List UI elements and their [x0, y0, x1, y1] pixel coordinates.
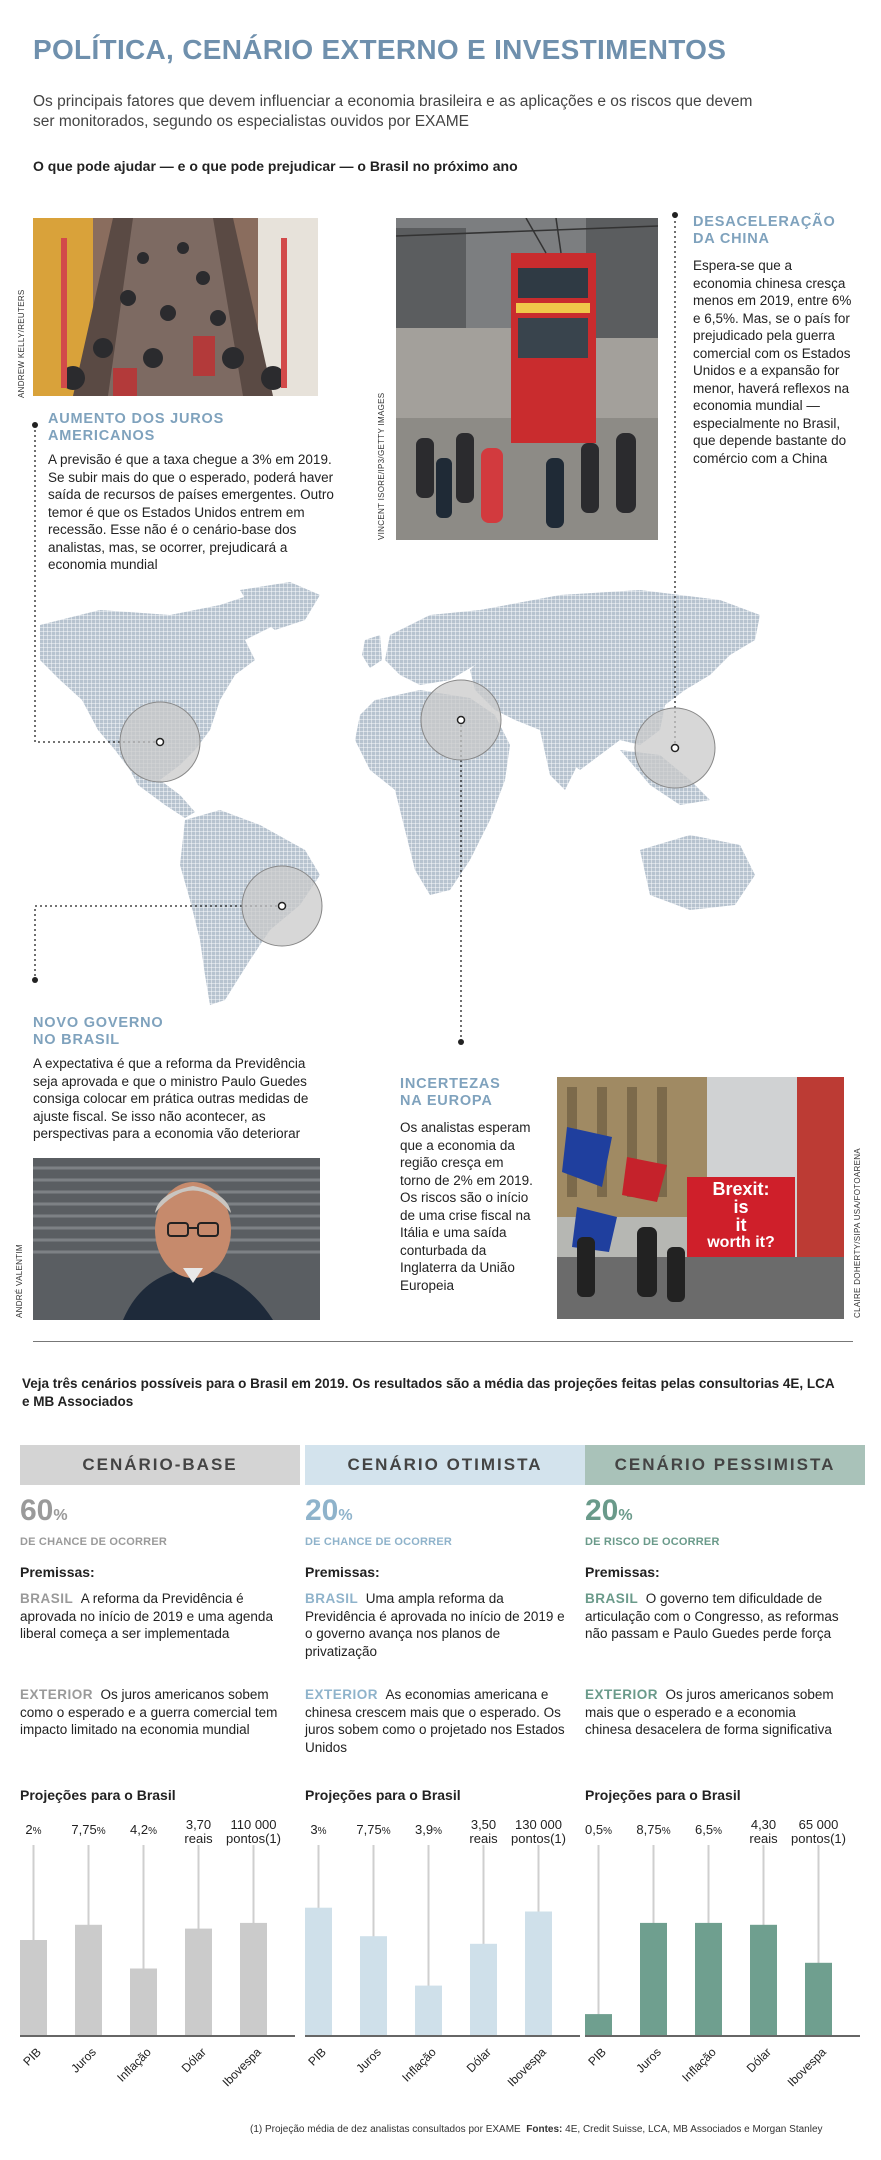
factor-text: A expectativa é que a reforma da Previdência seja aprovada e que o ministro Paulo Guedes consiga colocar em prática outras medidas de ajuste fiscal. Se isso não acontecer, as perspectivas para a economia vão deteriorar [33, 1056, 309, 1141]
bar-value-label: 3,9% [415, 1822, 442, 1837]
x-axis-label: Juros [352, 2045, 384, 2076]
footnote: (1) Projeção média de dez analistas consultados por EXAME Fontes: 4E, Credit Suisse, LCA, MB Associados e Morgan Stanley [250, 2124, 823, 2135]
x-axis-label: PIB [19, 2045, 44, 2069]
scenario-chance-label: DE RISCO DE OCORRER [585, 1536, 720, 1548]
bar-juros [640, 1923, 667, 2035]
bar-value-label: 0,5% [585, 1822, 612, 1837]
premise-brasil: BRASIL A reforma da Previdência é aprovada no início de 2019 e uma agenda liberal começa a ser implementada [20, 1591, 273, 1641]
x-axis-label: Inflação [678, 2045, 719, 2085]
bar-ibovespa [240, 1923, 267, 2035]
bar-pib [305, 1908, 332, 2035]
x-axis-label: Inflação [398, 2045, 439, 2085]
premise-exterior: EXTERIOR Os juros americanos sobem mais que o esperado e a economia chinesa desacelera de forma significativa [585, 1687, 834, 1737]
projections-title: Projeções para o Brasil [585, 1787, 741, 1803]
projections-title: Projeções para o Brasil [20, 1787, 176, 1803]
bar-value-label: 7,75% [356, 1822, 391, 1837]
bar-value-label: 65 000 pontos(1) [791, 1817, 846, 1846]
photo-tram [396, 218, 658, 540]
factor-text: Espera-se que a economia chinesa cresça menos em 2019, entre 6% e 6,5%. Mas, se o país for prejudicado pela guerra comercial com os Estados Unidos e a expansão for menor, haverá reflexos na economia mundial — especialmente no Brasil, que depende bastante do comércio com a China [693, 258, 852, 466]
photo-credit: VINCENT ISORE/IP3/GETTY IMAGES [377, 392, 386, 540]
bar-value-label: 130 000 pontos(1) [511, 1817, 566, 1846]
page-title: POLÍTICA, CENÁRIO EXTERNO E INVESTIMENTOS [33, 34, 727, 65]
scenario-header: CENÁRIO PESSIMISTA [585, 1445, 865, 1485]
brexit-sign: Brexit: is it worth it? [707, 1179, 775, 1251]
bar-inflação [130, 1969, 157, 2036]
x-axis-label: Inflação [113, 2045, 154, 2085]
bar-juros [75, 1925, 102, 2035]
section-lead: O que pode ajudar — e o que pode prejudicar — o Brasil no próximo ano [33, 158, 518, 174]
bar-pib [585, 2014, 612, 2035]
bar-dólar [470, 1944, 497, 2035]
premissas-label: Premissas: [305, 1564, 380, 1580]
bar-juros [360, 1936, 387, 2035]
factor-heading: INCERTEZAS NA EUROPA [400, 1076, 501, 1109]
photo-guedes [33, 1158, 320, 1320]
premissas-label: Premissas: [585, 1564, 660, 1580]
factor-heading: DESACELERAÇÃO DA CHINA [693, 214, 836, 247]
projections-chart [305, 1845, 585, 2045]
bar-ibovespa [805, 1963, 832, 2035]
bar-ibovespa [525, 1912, 552, 2036]
bar-value-label: 110 000 pontos(1) [226, 1817, 281, 1846]
bar-value-label: 3,70 reais [184, 1817, 213, 1846]
factor-text: A previsão é que a taxa chegue a 3% em 2019. Se subir mais do que o esperado, poderá haver saída de recursos de países emergentes. Outro temor é que os Estados Unidos entrem em recessão. Esse não é o cenário-base dos analistas, mas, se ocorrer, prejudicará a economia mundial [48, 452, 334, 572]
bar-value-label: 3% [310, 1822, 327, 1837]
premise-exterior: EXTERIOR Os juros americanos sobem como o esperado e a guerra comercial tem impacto limitado na economia mundial [20, 1687, 278, 1737]
photo-credit: ANDREW KELLY/REUTERS [17, 289, 26, 398]
bar-dólar [750, 1925, 777, 2035]
premise-brasil: BRASIL Uma ampla reforma da Previdência é aprovada no início de 2019 e o governo avança nos planos de privatização [305, 1591, 565, 1659]
x-axis-label: Ibovespa [219, 2045, 264, 2090]
scenarios-intro: Veja três cenários possíveis para o Brasil em 2019. Os resultados são a média das projeções feitas pelas consultorias 4E, LCA e MB Associados [22, 1376, 835, 1409]
x-axis-label: PIB [584, 2045, 609, 2069]
x-axis-label: PIB [304, 2045, 329, 2069]
bar-value-label: 3,50 reais [469, 1817, 498, 1846]
page-subtitle: Os principais fatores que devem influenciar a economia brasileira e as aplicações e os riscos que devem ser monitorados, segundo os especialistas ouvidos por EXAME [33, 93, 753, 130]
photo-brexit [557, 1077, 844, 1319]
bar-value-label: 4,30 reais [749, 1817, 778, 1846]
premise-brasil: BRASIL O governo tem dificuldade de articulação com o Congresso, as reformas não passam e Paulo Guedes perde força [585, 1591, 839, 1641]
scenario-header: CENÁRIO OTIMISTA [305, 1445, 585, 1485]
x-axis-label: Dólar [178, 2045, 209, 2076]
bar-dólar [185, 1929, 212, 2035]
x-axis-label: Ibovespa [784, 2045, 829, 2090]
premise-exterior: EXTERIOR As economias americana e chinesa crescem mais que o esperado. Os juros sobem como o projetado nos Estados Unidos [305, 1687, 565, 1755]
x-axis-label: Dólar [463, 2045, 494, 2076]
factor-heading: NOVO GOVERNO NO BRASIL [33, 1015, 164, 1048]
scenario-header: CENÁRIO-BASE [20, 1445, 300, 1485]
scenario-probability: 60% [20, 1494, 68, 1527]
section-divider [33, 1341, 853, 1342]
scenario-chance-label: DE CHANCE DE OCORRER [305, 1536, 453, 1548]
photo-credit: ANDRÉ VALENTIM [15, 1244, 24, 1318]
x-axis-label: Juros [632, 2045, 664, 2076]
bar-value-label: 4,2% [130, 1822, 157, 1837]
bar-pib [20, 1940, 47, 2035]
bar-value-label: 8,75% [636, 1822, 671, 1837]
photo-escalator [33, 218, 318, 396]
bar-inflação [415, 1986, 442, 2035]
bar-value-label: 7,75% [71, 1822, 106, 1837]
projections-chart [585, 1845, 865, 2045]
scenario-probability: 20% [585, 1494, 633, 1527]
photo-credit: CLAIRE DOHERTY/SIPA USA/FOTOARENA [853, 1148, 862, 1318]
bar-inflação [695, 1923, 722, 2035]
scenario-chance-label: DE CHANCE DE OCORRER [20, 1536, 168, 1548]
bar-value-label: 6,5% [695, 1822, 722, 1837]
factor-heading: AUMENTO DOS JUROS AMERICANOS [48, 411, 225, 444]
x-axis-label: Dólar [743, 2045, 774, 2076]
x-axis-label: Ibovespa [504, 2045, 549, 2090]
scenario-probability: 20% [305, 1494, 353, 1527]
x-axis-label: Juros [67, 2045, 99, 2076]
projections-title: Projeções para o Brasil [305, 1787, 461, 1803]
bar-value-label: 2% [25, 1822, 42, 1837]
factor-text: Os analistas esperam que a economia da região cresça em torno de 2% em 2019. Os riscos são o início de uma crise fiscal na Itália e uma saída conturbada da Inglaterra da União Europeia [400, 1120, 533, 1293]
projections-chart [20, 1845, 300, 2045]
premissas-label: Premissas: [20, 1564, 95, 1580]
